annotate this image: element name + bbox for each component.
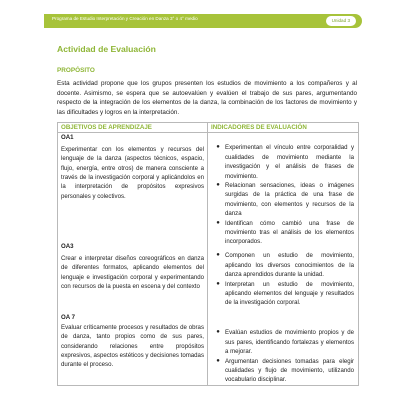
objective-code: OA 7 [61, 314, 75, 322]
objectives-header: OBJETIVOS DE APRENDIZAJE [58, 123, 207, 133]
header-title: Programa de Estudio Interpretación y Creación en Danza 3° o 4° medio [52, 16, 198, 21]
indicators-group-2 [208, 234, 358, 319]
indicator-item: ● Componen un estudio de movimiento, aplicando los diversos conocimientos de la danza aprendidos durante la unidad. [211, 251, 354, 279]
bullet-icon: ● [216, 219, 220, 226]
document-content [57, 40, 357, 386]
bullet-icon: ● [216, 329, 220, 336]
objective-oa7 [58, 310, 207, 369]
objective-code: OA1 [61, 134, 74, 142]
bullet-icon: ● [216, 280, 220, 287]
bullet-icon: ● [216, 252, 220, 259]
header-bar [44, 14, 362, 28]
objective-oa1 [58, 133, 207, 234]
unit-badge: Unidad 3 [326, 16, 356, 26]
indicators-group-3 [208, 319, 358, 384]
objectives-column [58, 123, 208, 384]
bullet-icon: ● [216, 144, 220, 151]
objective-oa3 [58, 234, 207, 310]
indicators-column [208, 123, 358, 384]
intro-paragraph: Esta actividad propone que los grupos presenten los estudios de movimiento a los compañeros y al docente. Asimismo, se espera que se autoevalúen y evalúen el trabajo de sus pares, argumentando respecto de la integración de los elementos de la danza, la combinación de los factores de movimiento y las dificultades y logros en la interpretación. [57, 80, 357, 116]
indicator-item: ● Experimentan el vínculo entre corporalidad y cualidades de movimiento mediante la investigación y el análisis de frases de movimiento. [211, 143, 354, 181]
objective-text: Evaluar críticamente procesos y resultados de obras de danza, tanto propios como de sus pares, considerando relaciones entre propósitos expresivos, aspectos estéticos y decisiones tomadas durante el proceso. [61, 323, 204, 369]
objective-code: OA3 [61, 243, 74, 251]
indicator-item: ● Identifican cómo cambió una frase de movimiento tras el análisis de los elementos incorporados. [211, 219, 354, 247]
indicators-header: INDICADORES DE EVALUACIÓN [208, 123, 358, 133]
section-title-proposito: PROPÓSITO [57, 67, 95, 74]
indicator-item: ● Interpretan un estudio de movimiento, aplicando elementos del lenguaje y resultados de la investigación corporal. [211, 280, 354, 308]
objective-text: Crear e interpretar diseños coreográficos en danza de diferentes formatos, aplicando elementos del lenguaje e investigación corporal y experimentando con recursos de la puesta en escena y del contexto [61, 254, 204, 290]
objective-text: Experimentar con los elementos y recursos del lenguaje de la danza (aspectos técnicos, espacio, flujo, energía, entre otros) de manera consciente a través de la investigación corporal y aplicándolos en la interpretación de propósitos expresivos personales y colectivos. [61, 145, 204, 200]
bullet-icon: ● [216, 182, 220, 188]
evaluation-table [57, 122, 359, 385]
page-title: Actividad de Evaluación [57, 44, 156, 54]
indicator-item: ● Argumentan decisiones tomadas para elegir cualidades y flujo de movimiento, utilizando vocabulario disciplinar. [211, 357, 354, 385]
indicator-item: ● Relacionan sensaciones, ideas o imágenes surgidas de la práctica de una frase de movimiento, con elementos y recursos de la danza [211, 181, 354, 219]
bullet-icon: ● [216, 357, 220, 364]
indicator-item: ● Evalúan estudios de movimiento propios y de sus pares, identificando fortalezas y elementos a mejorar. [211, 328, 354, 356]
indicators-group-1 [208, 133, 358, 246]
